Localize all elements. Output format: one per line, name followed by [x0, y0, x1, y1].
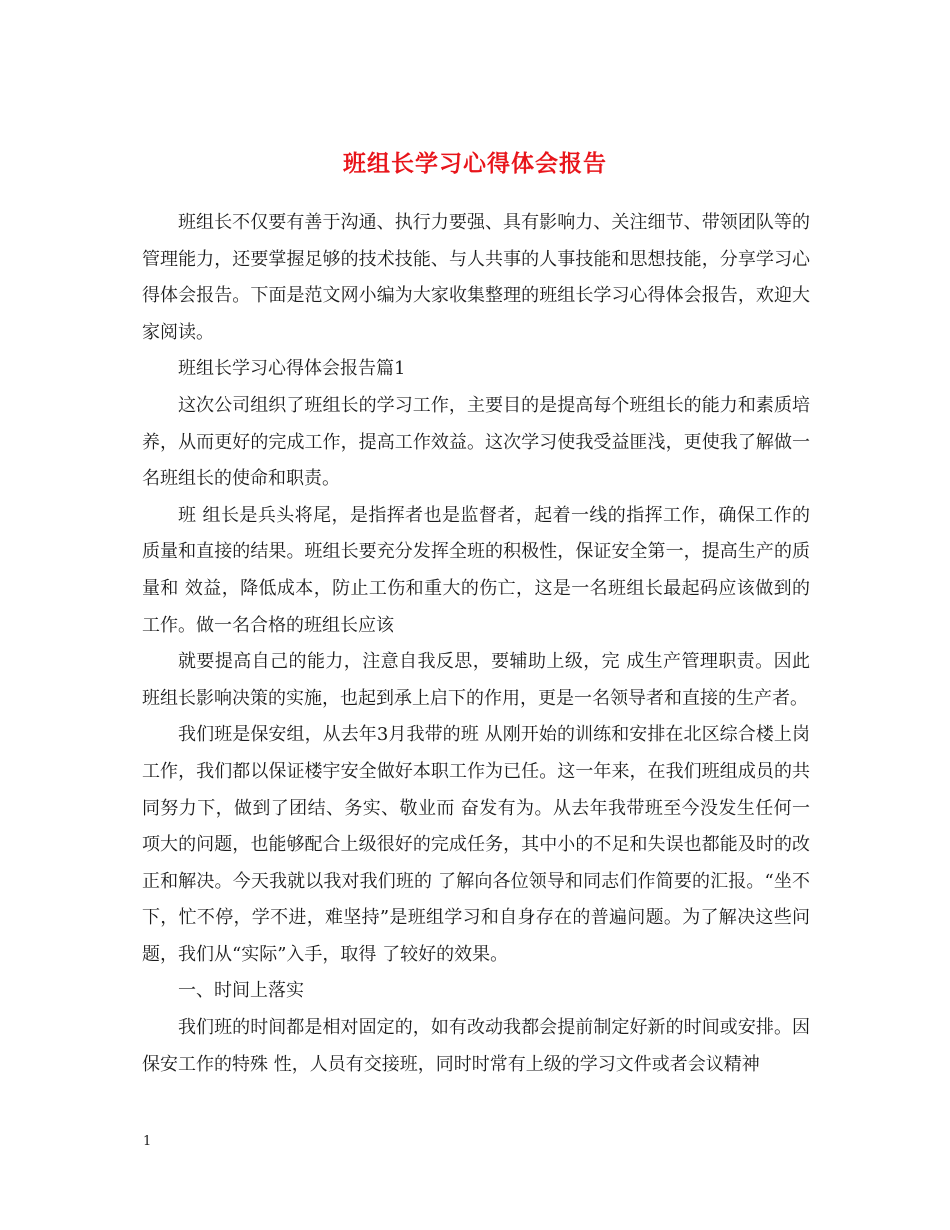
paragraph-training-purpose: 这次公司组织了班组长的学习工作，主要目的是提高每个班组长的能力和素质培养，从而更好的完成工作，提高工作效益。这次学习使我受益匪浅，更使我了解做一名班组长的使命和职责。 [142, 394, 810, 490]
paragraph-improve-ability: 就要提高自己的能力，注意自我反思，要辅助上级，完 成生产管理职责。因此班组长影响决策的实施，也起到承上启下的作用，更是一名领导者和直接的生产者。 [142, 651, 810, 709]
section-heading-time: 一、时间上落实 [178, 980, 304, 1002]
page-number: 1 [143, 1134, 152, 1149]
paragraph-team-leader-role: 班 组长是兵头将尾，是指挥者也是监督者，起着一线的指挥工作，确保工作的质量和直接的结果。班组长要充分发挥全班的积极性，保证安全第一，提高生产的质量和 效益，降低成本，防止工伤和重大的伤亡，这是一名班组长最起码应该做到的工作。做一名合格的班组长应该 [142, 504, 810, 636]
paragraph-schedule: 我们班的时间都是相对固定的，如有改动我都会提前制定好新的时间或安排。因保安工作的特殊 性，人员有交接班，同时时常有上级的学习文件或者会议精神 [142, 1017, 810, 1075]
document-title: 班组长学习心得体会报告 [343, 150, 607, 178]
paragraph-security-team: 我们班是保安组，从去年3月我带的班 从刚开始的训练和安排在北区综合楼上岗工作，我们都以保证楼宇安全做好本职工作为已任。这一年来，在我们班组成员的共同努力下，做到了团结、务实、敬业而 奋发有为。从去年我带班至今没发生任何一项大的问题，也能够配合上级很好的完成任务，其中小的不足和失误也都能及时的改正和解决。今天我就以我对我们班的 了解向各位领导和同志们作简要的汇报。“坐不下，忙不停，学不进，难坚持”是班组学习和自身存在的普遍问题。为了解决这些问题，我们从“实际”入手，取得 了较好的效果。 [142, 724, 810, 965]
paragraph-intro: 班组长不仅要有善于沟通、执行力要强、具有影响力、关注细节、带领团队等的管理能力，还要掌握足够的技术技能、与人共事的人事技能和思想技能，分享学习心得体会报告。下面是范文网小编为大家收集整理的班组长学习心得体会报告，欢迎大家阅读。 [142, 212, 810, 343]
document-body [142, 205, 810, 1083]
section-heading-article-1: 班组长学习心得体会报告篇1 [178, 358, 406, 380]
